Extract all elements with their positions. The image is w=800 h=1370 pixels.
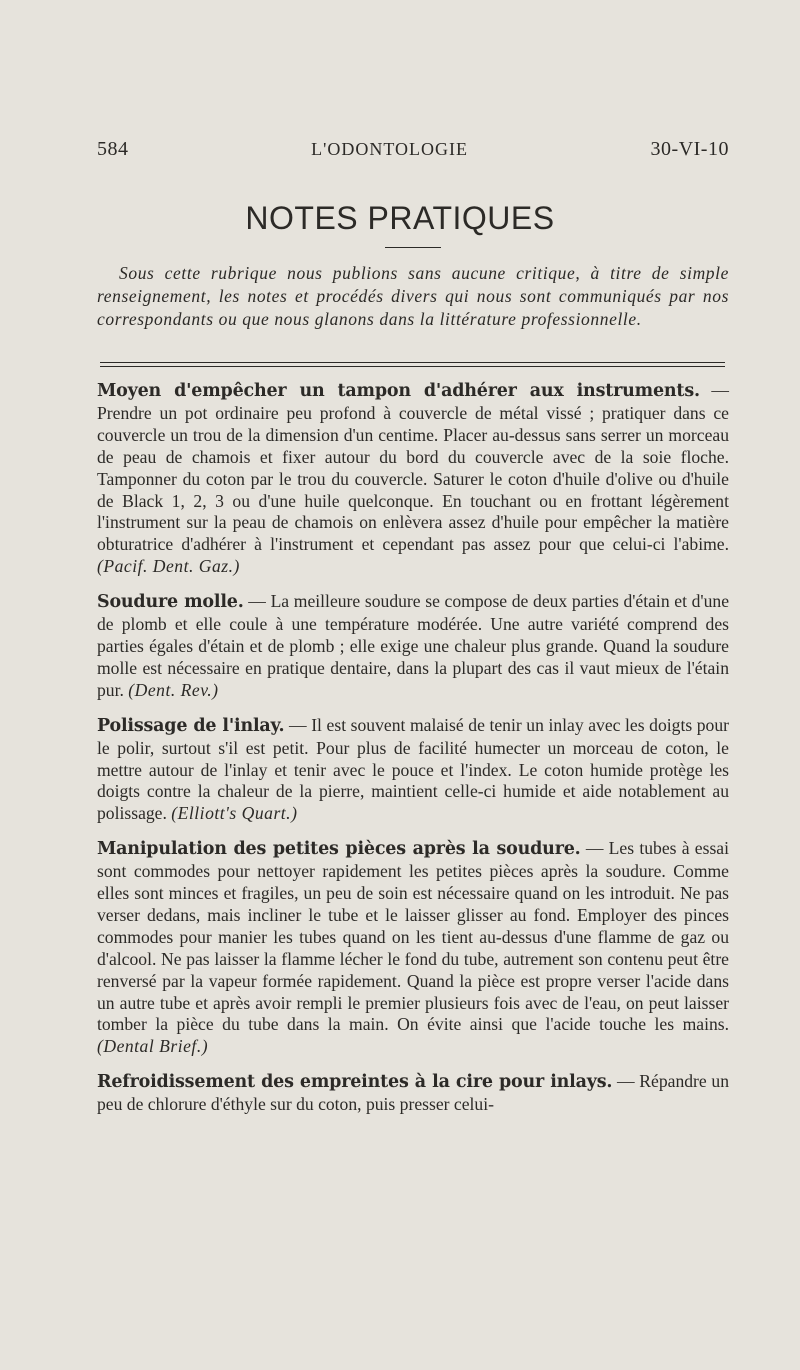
article-source: (Dental Brief.) <box>97 1036 209 1057</box>
heading-dash: — <box>248 591 266 612</box>
article-tampon <box>97 380 729 578</box>
article-source: (Pacif. Dent. Gaz.) <box>97 556 240 577</box>
double-rule-divider <box>100 362 725 367</box>
section-title: NOTES PRATIQUES <box>245 200 555 236</box>
title-rule <box>385 247 441 248</box>
article-manipulation <box>97 838 729 1058</box>
heading-dash: — <box>711 380 729 400</box>
article-refroidissement <box>97 1071 729 1116</box>
article-list <box>97 380 729 1129</box>
heading-dash: — <box>585 838 604 859</box>
article-polissage <box>97 715 729 826</box>
article-soudure <box>97 591 729 702</box>
heading-dash: — <box>617 1071 635 1092</box>
article-heading: Soudure molle. <box>97 592 244 613</box>
article-heading: Moyen d'empêcher un tampon d'adhérer aux instruments. <box>97 381 700 401</box>
journal-title: L'ODONTOLOGIE <box>311 139 468 159</box>
article-source: (Elliott's Quart.) <box>171 803 298 824</box>
article-text: Il est souvent malaisé de tenir un inlay avec les doigts pour le polir, surtout s'il est petit. Pour plus de facilité humecter un morceau de coton, le mettre autour de l'inlay et tenir avec le pouce et l'index. Le coton humide protège les doigts contre la chaleur de la pierre, maintient celle-ci humide et aide notablement au polissage. <box>97 714 730 824</box>
article-heading: Polissage de l'inlay. <box>97 715 285 736</box>
article-text: Prendre un pot ordinaire peu profond à couvercle de métal vissé ; pratiquer dans ce couvercle un trou de la dimension d'un centime. Placer au-dessus sans serrer un morceau de peau de chamois et fixer autour du bord du couvercle avec de la soie floche. Tamponner du coton par le trou du couvercle. Saturer le coton d'huile d'olive ou d'huile de Black 1, 2, 3 ou d'une huile quelconque. En touchant ou en frottant légèrement l'instrument sur la peau de chamois on enlèvera assez d'huile pour empêcher la matière obturatrice d'adhérer à l'instrument et cependant pas assez pour que celui-ci l'abime. <box>97 402 729 555</box>
article-heading: Refroidissement des empreintes à la cire pour inlays. <box>97 1072 613 1093</box>
intro-paragraph: Sous cette rubrique nous publions sans aucune critique, à titre de simple renseignement, les notes et procédés divers qui nous sont communiqués par nos correspondants ou que nous glanons dans la littérature professionnelle. <box>97 263 729 329</box>
page-number: 584 <box>97 138 129 160</box>
article-text: La meilleure soudure se compose de deux parties d'étain et d'une de plomb et elle coule à une température modérée. Une autre variété comprend des parties égales d'étain et de plomb ; elle exige une chaleur plus grande. Quand la soudure molle est nécessaire en pratique dentaire, dans la plupart des cas il vaut mieux de l'étain pur. <box>97 591 730 700</box>
article-text: Les tubes à essai sont commodes pour nettoyer rapidement les petites pièces après la soudure. Comme elles sont minces et fragiles, un peu de soin est nécessaire quand on les introduit. Ne pas verser dedans, mais incliner le tube et le laisser glisser au fond. Employer des pinces commodes pour manier les tubes quand on les tient au-dessus d'une flamme de gaz ou d'alcool. Ne pas laisser la flamme lécher le fond du tube, autrement son contenu peut être renversé par la vapeur formée rapidement. Quand la pièce est propre verser l'acide dans un autre tube et après avoir rempli le premier plusieurs fois avec de l'eau, on peut laisser tomber la pièce du tube dans la main. On évite ainsi que l'acide touche les mains. <box>97 838 729 1035</box>
article-source: (Dent. Rev.) <box>128 679 219 700</box>
issue-date: 30-VI-10 <box>650 138 729 160</box>
article-text: Répandre un peu de chlorure d'éthyle sur du coton, puis presser celui- <box>97 1071 730 1115</box>
article-heading: Manipulation des petites pièces après la soudure. <box>97 839 581 860</box>
heading-dash: — <box>289 714 307 735</box>
running-header <box>97 138 729 161</box>
